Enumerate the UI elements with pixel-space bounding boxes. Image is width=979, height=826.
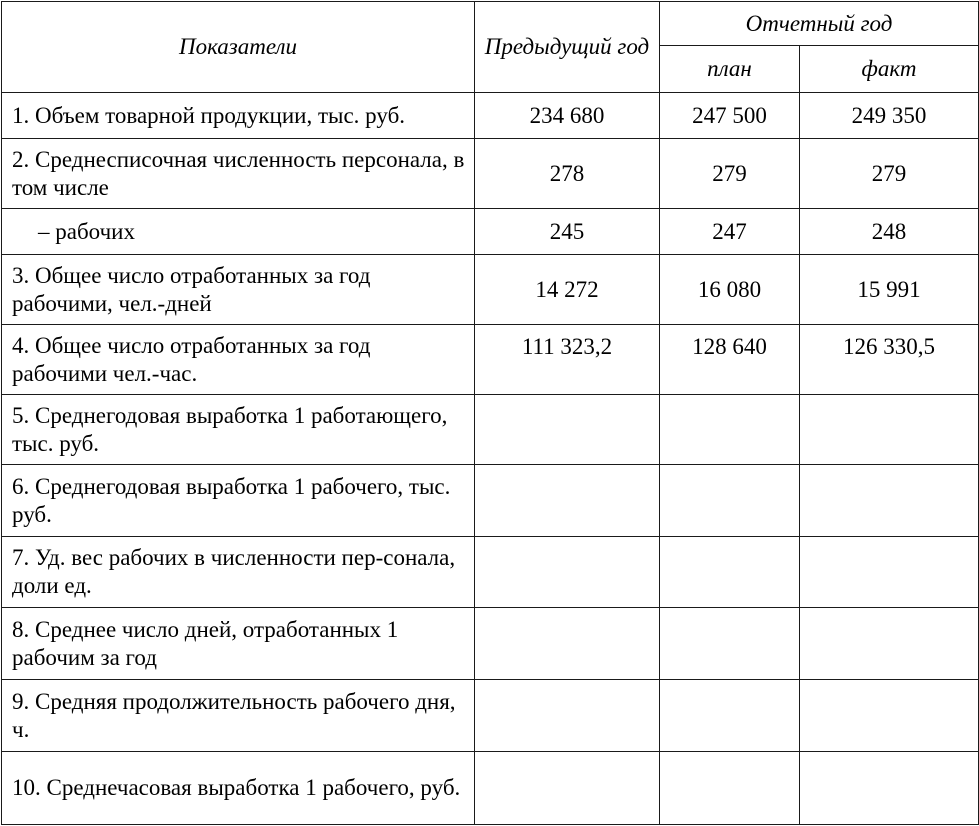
row-label: 1. Объем товарной продукции, тыс. руб. bbox=[2, 93, 475, 139]
table-row bbox=[2, 209, 979, 255]
row-label: 9. Средняя продолжительность рабочего дня, ч. bbox=[2, 680, 475, 752]
cell-fact: 279 bbox=[800, 139, 979, 209]
cell-fact bbox=[800, 752, 979, 825]
table-row bbox=[2, 465, 979, 537]
cell-plan bbox=[660, 395, 800, 465]
row-label: 8. Среднее число дней, отработанных 1 рабочим за год bbox=[2, 608, 475, 680]
table-row bbox=[2, 608, 979, 680]
row-label: 6. Среднегодовая выработка 1 рабочего, тыс. руб. bbox=[2, 465, 475, 537]
indicators-table bbox=[1, 1, 979, 825]
header-previous-year: Предыдущий год bbox=[475, 2, 660, 93]
cell-fact bbox=[800, 395, 979, 465]
row-label: 5. Среднегодовая выработка 1 работающего, тыс. руб. bbox=[2, 395, 475, 465]
table-row bbox=[2, 255, 979, 325]
header-plan: план bbox=[660, 46, 800, 93]
cell-previous: 14 272 bbox=[475, 255, 660, 325]
cell-previous bbox=[475, 465, 660, 537]
row-label: 10. Среднечасовая выработка 1 рабочего, руб. bbox=[2, 752, 475, 825]
row-label: – рабочих bbox=[2, 209, 475, 255]
cell-previous: 278 bbox=[475, 139, 660, 209]
row-label: 4. Общее число отработанных за год рабочими чел.-час. bbox=[2, 325, 475, 395]
table-row bbox=[2, 395, 979, 465]
cell-plan bbox=[660, 537, 800, 608]
row-label: 3. Общее число отработанных за год рабочими, чел.-дней bbox=[2, 255, 475, 325]
row-label: 2. Среднесписочная численность персонала, в том числе bbox=[2, 139, 475, 209]
cell-plan bbox=[660, 465, 800, 537]
cell-plan: 279 bbox=[660, 139, 800, 209]
cell-previous bbox=[475, 537, 660, 608]
cell-fact: 249 350 bbox=[800, 93, 979, 139]
table-row bbox=[2, 139, 979, 209]
cell-previous bbox=[475, 752, 660, 825]
cell-fact: 126 330,5 bbox=[800, 325, 979, 395]
cell-previous: 111 323,2 bbox=[475, 325, 660, 395]
cell-fact bbox=[800, 537, 979, 608]
table-row bbox=[2, 680, 979, 752]
cell-plan: 16 080 bbox=[660, 255, 800, 325]
header-indicators: Показатели bbox=[2, 2, 475, 93]
cell-previous bbox=[475, 395, 660, 465]
cell-plan: 128 640 bbox=[660, 325, 800, 395]
cell-fact bbox=[800, 608, 979, 680]
row-label: 7. Уд. вес рабочих в численности пер-сонала, доли ед. bbox=[2, 537, 475, 608]
cell-plan: 247 500 bbox=[660, 93, 800, 139]
cell-fact: 15 991 bbox=[800, 255, 979, 325]
header-reporting-year: Отчетный год bbox=[660, 2, 979, 46]
header-fact: факт bbox=[800, 46, 979, 93]
table-row bbox=[2, 537, 979, 608]
cell-fact bbox=[800, 680, 979, 752]
table-row bbox=[2, 752, 979, 825]
indicators-table-container bbox=[1, 1, 978, 824]
table-row bbox=[2, 325, 979, 395]
table-row bbox=[2, 93, 979, 139]
cell-previous bbox=[475, 680, 660, 752]
cell-plan: 247 bbox=[660, 209, 800, 255]
cell-plan bbox=[660, 752, 800, 825]
cell-plan bbox=[660, 608, 800, 680]
cell-previous bbox=[475, 608, 660, 680]
cell-previous: 245 bbox=[475, 209, 660, 255]
cell-fact: 248 bbox=[800, 209, 979, 255]
cell-fact bbox=[800, 465, 979, 537]
cell-plan bbox=[660, 680, 800, 752]
cell-previous: 234 680 bbox=[475, 93, 660, 139]
